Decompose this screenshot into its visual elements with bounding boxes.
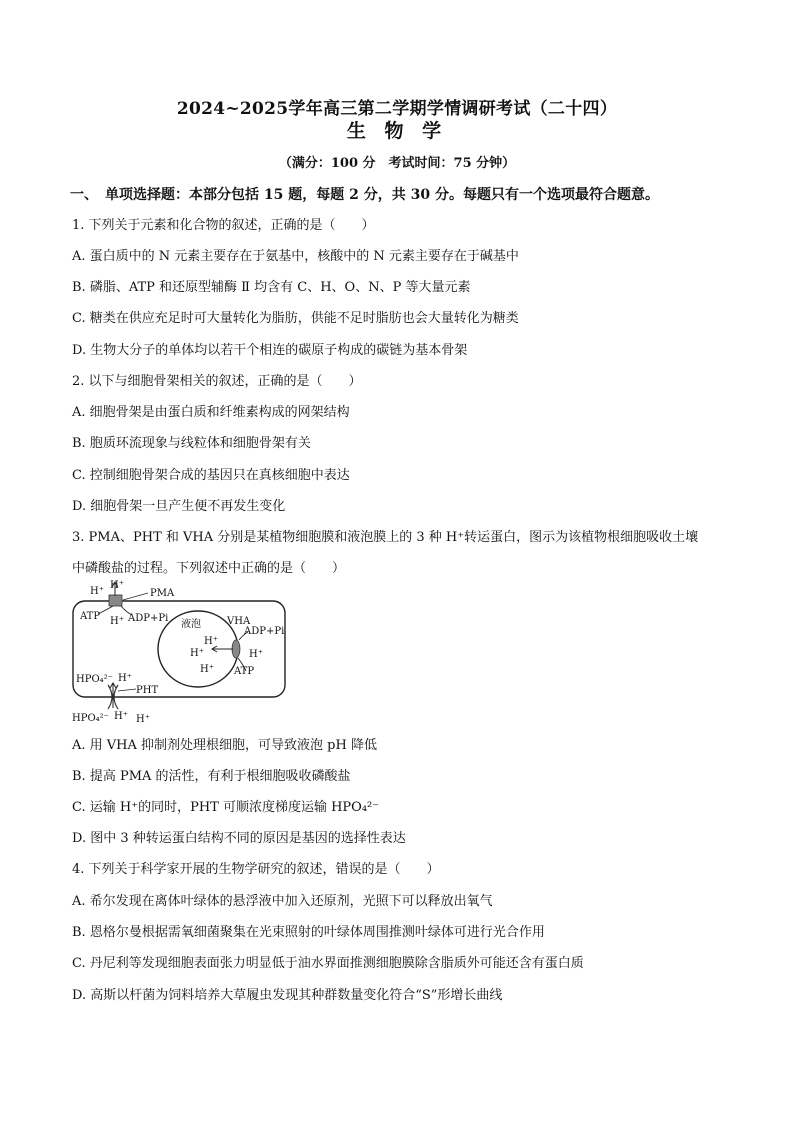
question-3-stem-line1: 3. PMA、PHT 和 VHA 分别是某植物细胞膜和液泡膜上的 3 种 H⁺转运蛋白，图示为该植物根细胞吸收土壤	[72, 530, 699, 545]
question-1-stem: 1. 下列关于元素和化合物的叙述，正确的是（ ）	[72, 218, 375, 233]
vha-protein	[232, 640, 240, 658]
label-h-vac1: H⁺	[204, 636, 218, 647]
question-2-option-d: D. 细胞骨架一旦产生便不再发生变化	[72, 499, 286, 514]
question-1-option-b: B. 磷脂、ATP 和还原型辅酶 Ⅱ 均含有 C、H、O、N、P 等大量元素	[72, 280, 471, 295]
label-adp-pi-right: ADP+Pi	[244, 626, 285, 637]
label-hpo4-in: HPO₄²⁻	[76, 674, 113, 685]
exam-meta: （满分：100 分 考试时间：75 分钟）	[278, 156, 516, 171]
question-2-option-b: B. 胞质环流现象与线粒体和细胞骨架有关	[72, 436, 311, 451]
question-3-option-a: A. 用 VHA 抑制剂处理根细胞，可导致液泡 pH 降低	[72, 738, 377, 753]
subject-title: 生 物 学	[346, 120, 448, 142]
question-1-option-d: D. 生物大分子的单体均以若干个相连的碳原子构成的碳链为基本骨架	[72, 343, 468, 358]
section-heading: 一、 单项选择题：本部分包括 15 题，每题 2 分，共 30 分。每题只有一个选项最符合题意。	[70, 187, 659, 203]
root-cell-diagram	[68, 578, 300, 726]
question-3-option-b: B. 提高 PMA 的活性，有利于根细胞吸收磷酸盐	[72, 769, 351, 784]
label-pma: PMA	[150, 588, 175, 599]
label-pht: PHT	[136, 685, 159, 696]
question-4-stem: 4. 下列关于科学家开展的生物学研究的叙述，错误的是（ ）	[72, 862, 440, 877]
label-h-mid: H⁺	[110, 616, 124, 627]
label-adp-pi-left: ADP+Pi	[128, 613, 169, 624]
label-h-in: H⁺	[118, 673, 132, 684]
label-h-out2: H⁺	[136, 714, 150, 725]
question-4-option-b: B. 恩格尔曼根据需氧细菌聚集在光束照射的叶绿体周围推测叶绿体可进行光合作用	[72, 925, 545, 940]
label-h-top1: H⁺	[110, 580, 124, 591]
label-h-vac3: H⁺	[200, 664, 214, 675]
label-h-right: H⁺	[249, 649, 263, 660]
question-4-option-c: C. 丹尼利等发现细胞表面张力明显低于油水界面推测细胞膜除含脂质外可能还含有蛋白质	[72, 956, 584, 971]
question-3-option-c: C. 运输 H⁺的同时，PHT 可顺浓度梯度运输 HPO₄²⁻	[72, 800, 380, 815]
label-atp-right: ATP	[234, 666, 255, 677]
label-atp-left: ATP	[80, 611, 101, 622]
exam-title: 2024~2025学年高三第二学期学情调研考试（二十四）	[176, 99, 618, 119]
pht-label-line	[118, 689, 136, 691]
question-3-option-d: D. 图中 3 种转运蛋白结构不同的原因是基因的选择性表达	[72, 831, 406, 846]
question-3-stem-line2: 中磷酸盐的过程。下列叙述中正确的是（ ）	[72, 561, 346, 576]
question-1-option-a: A. 蛋白质中的 N 元素主要存在于氨基中，核酸中的 N 元素主要存在于碱基中	[72, 249, 519, 264]
label-h-out1: H⁺	[114, 711, 128, 722]
question-2-stem: 2. 以下与细胞骨架相关的叙述，正确的是（ ）	[72, 374, 362, 389]
pma-atp-arrow	[98, 606, 113, 614]
question-2-option-c: C. 控制细胞骨架合成的基因只在真核细胞中表达	[72, 468, 350, 483]
question-1-option-c: C. 糖类在供应充足时可大量转化为脂肪，供能不足时脂肪也会大量转化为糖类	[72, 311, 519, 326]
label-vacuole: 液泡	[181, 619, 201, 630]
pma-protein	[109, 595, 122, 606]
question-2-option-a: A. 细胞骨架是由蛋白质和纤维素构成的网架结构	[72, 405, 350, 420]
pma-label-line	[123, 593, 148, 600]
question-4-option-d: D. 高斯以杆菌为饲料培养大草履虫发现其种群数量变化符合“S”形增长曲线	[72, 988, 503, 1003]
label-h-vac2: H⁺	[190, 648, 204, 659]
label-h-top2: H⁺	[90, 586, 104, 597]
question-4-option-a: A. 希尔发现在离体叶绿体的悬浮液中加入还原剂，光照下可以释放出氧气	[72, 894, 493, 909]
label-vha: VHA	[227, 616, 251, 627]
label-hpo4-out: HPO₄²⁻	[72, 713, 109, 724]
